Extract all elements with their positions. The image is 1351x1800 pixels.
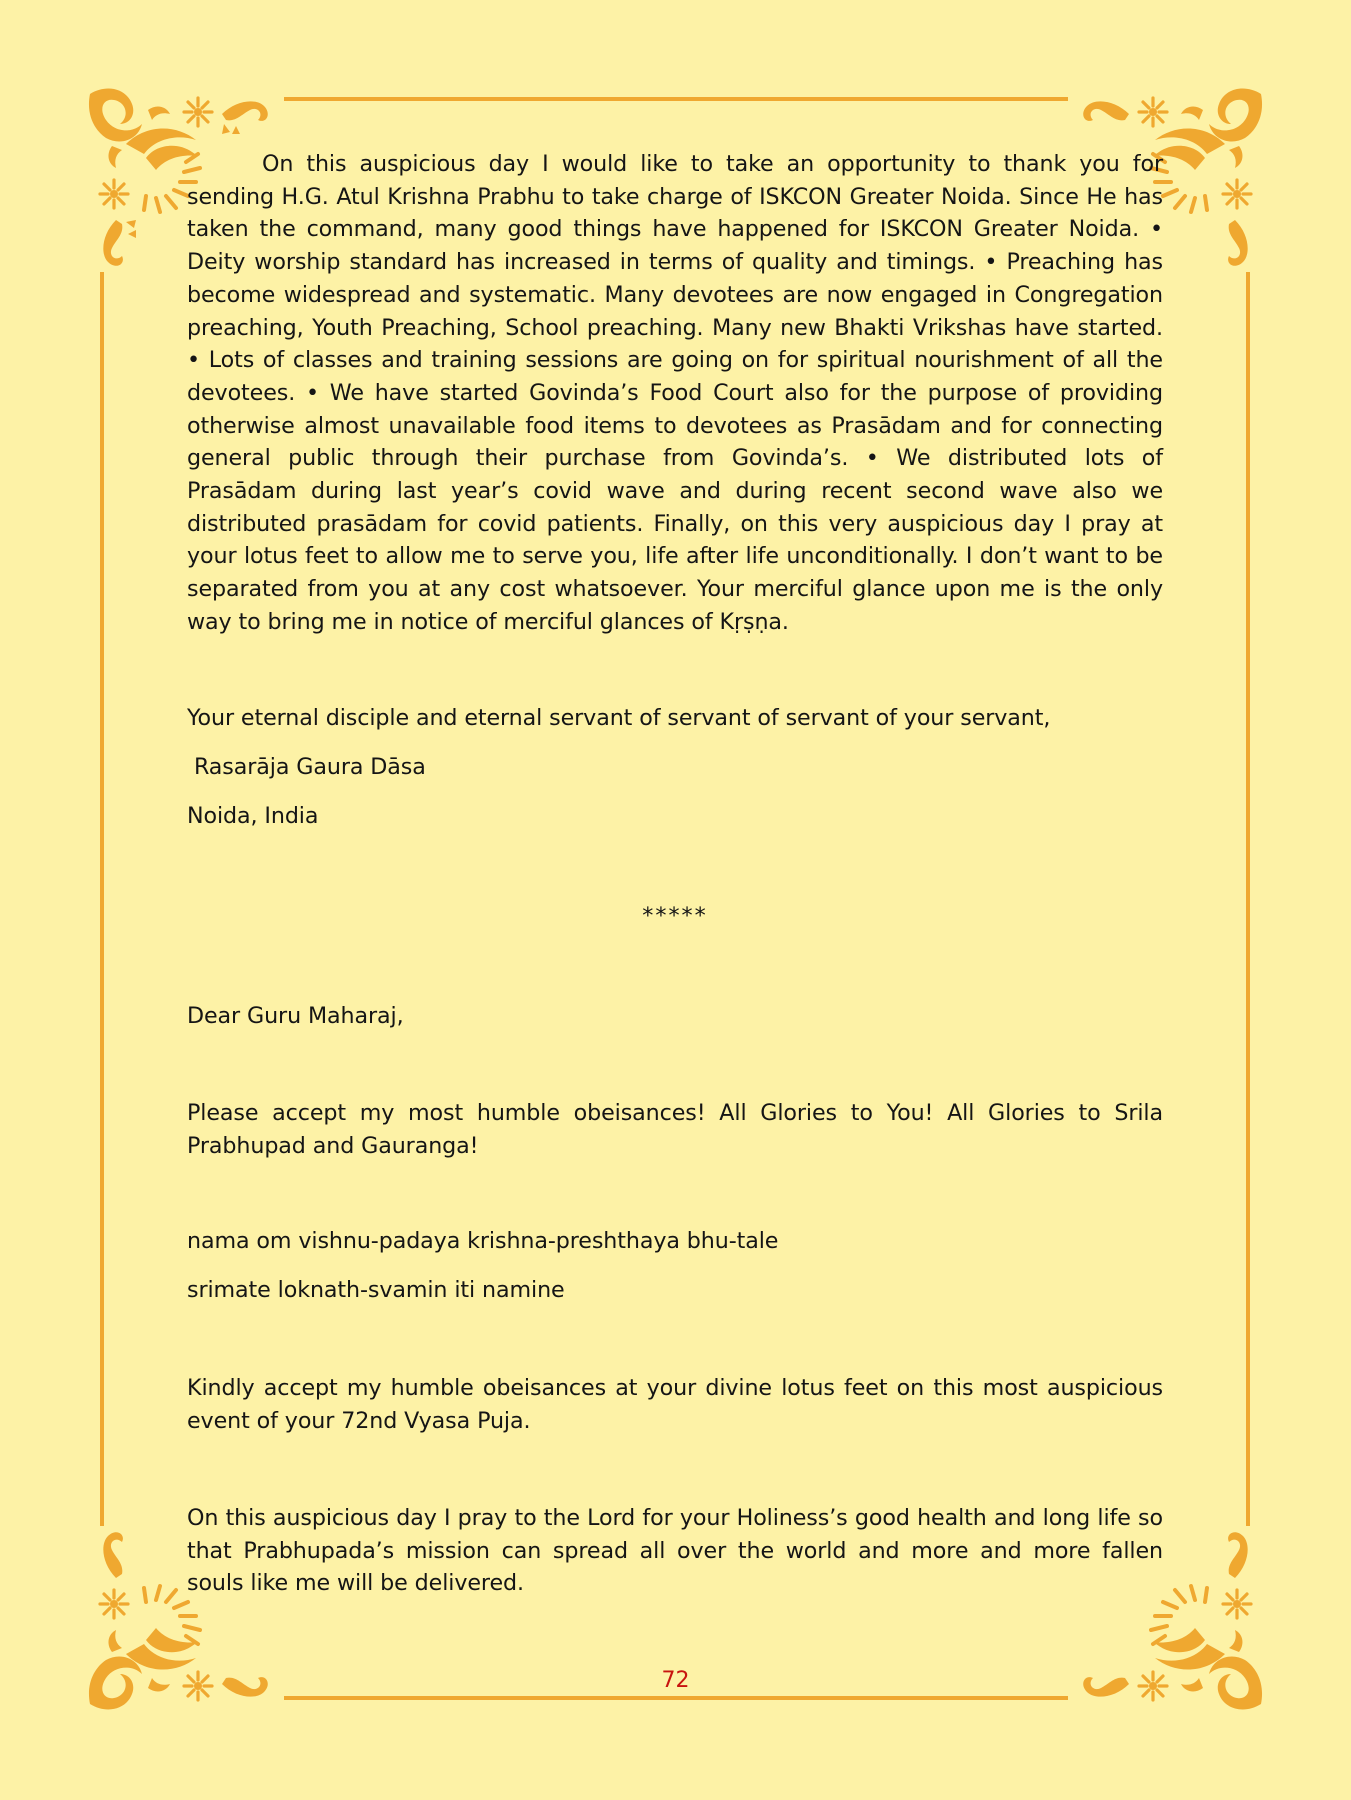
obeisances-paragraph: Please accept my most humble obeisances! All Glories to You! All Glories to Srila Prabhupad and Gauranga! [187,1100,1163,1159]
border-bottom-rule [284,1696,1068,1700]
signature-name: Rasarāja Gaura Dāsa [187,754,426,780]
border-top-rule [284,97,1068,101]
kindly-paragraph: Kindly accept my humble obeisances at your divine lotus feet on this most auspicious event of your 72nd Vyasa Puja. [187,1375,1163,1434]
mantra-line-2: srimate loknath-svamin iti namine [187,1277,565,1303]
signature-place: Noida, India [187,803,319,829]
intro-paragraph: On this auspicious day I would like to take an opportunity to thank you for sending H.G. Atul Krishna Prabhu to take charge of ISKCON Greater Noida. Since He has taken the command, many good things have happened for ISKCON Greater Noida. • Deity worship standard has increased in terms of quality and timings. • Preaching has become widespread and systematic. Many devotees are now engaged in Congregation preaching, Youth Preaching, School preaching. Many new Bhakti Vrikshas have started. • Lots of classes and training sessions are going on for spiritual nourishment of all the devotees. • We have started Govinda’s Food Court also for the purpose of providing otherwise almost unavailable food items to devotees as Prasādam and for connecting general public through their purchase from Govinda’s. • We distributed lots of Prasādam during last year’s covid wave and during recent second wave also we distributed prasādam for covid patients. Finally, on this very auspicious day I pray at your lotus feet to allow me to serve you, life after life unconditionally. I don’t want to be separated from you at any cost whatsoever. Your merciful glance upon me is the only way to bring me in notice of merciful glances of Kṛṣṇa. [187,151,1163,635]
page-number: 72 [661,1668,690,1693]
prayer-paragraph: On this auspicious day I pray to the Lord for your Holiness’s good health and long life so that Prabhupada’s mission can spread all over the world and more and more fallen souls like me will be delivered. [187,1505,1163,1597]
border-left-rule [100,272,104,1526]
border-right-rule [1246,272,1250,1526]
section-separator: ***** [642,903,708,929]
closing-line: Your eternal disciple and eternal servant of servant of servant of your servant, [187,705,1051,731]
greeting-line: Dear Guru Maharaj, [187,1003,404,1029]
mantra-line-1: nama om vishnu-padaya krishna-preshthaya bhu-tale [187,1228,779,1254]
